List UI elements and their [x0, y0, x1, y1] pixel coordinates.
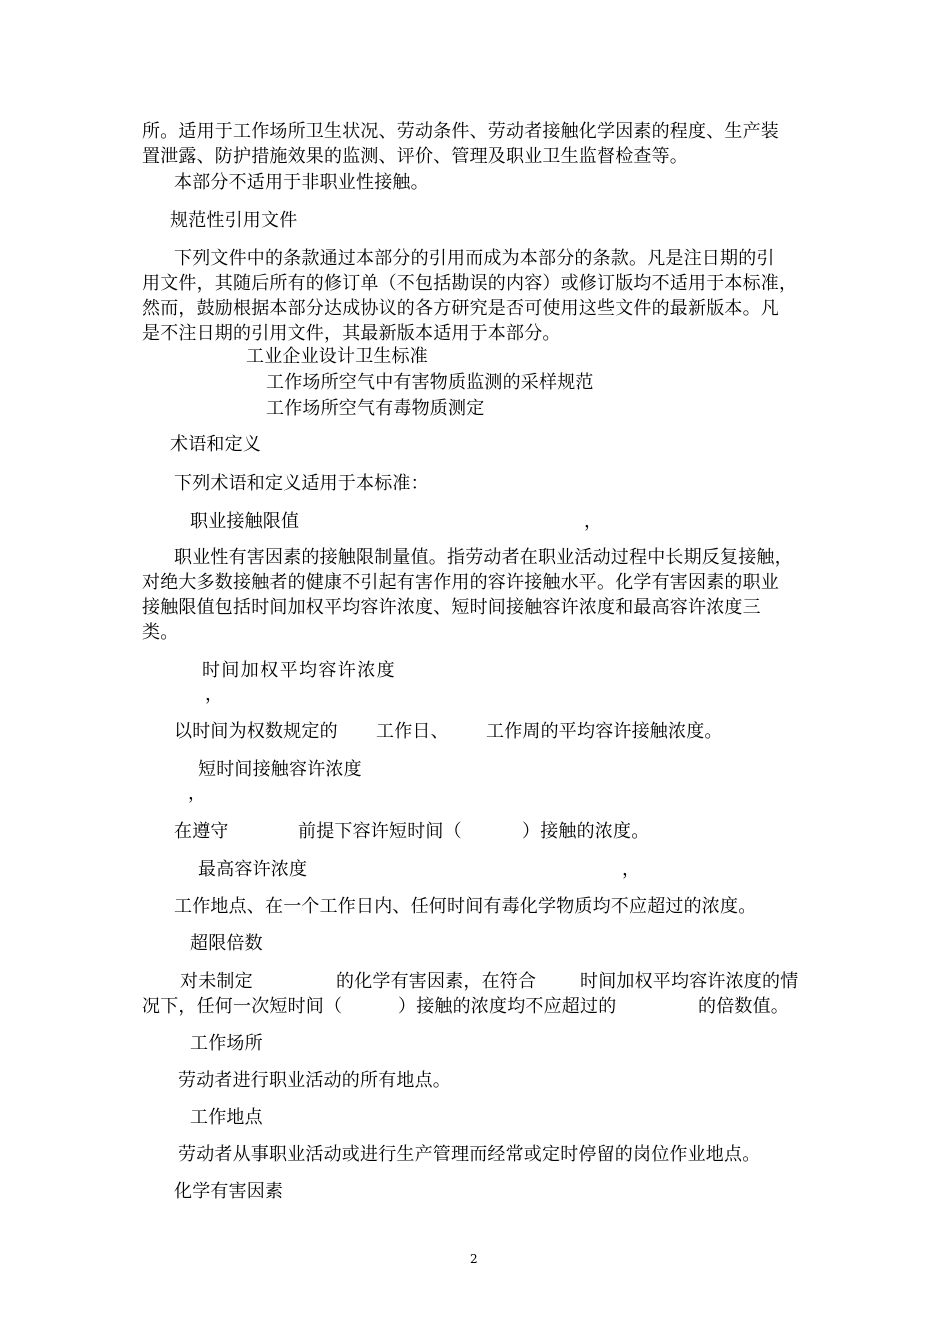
- term-comma: ，: [622, 859, 641, 880]
- text-line: 接触限值包括时间加权平均容许浓度、短时间接触容许浓度和最高容许浓度三: [142, 597, 761, 618]
- term-heading: 时间加权平均容许浓度: [202, 660, 396, 681]
- text-fragment: ）接触的浓度。: [522, 821, 650, 842]
- text-fragment: 的化学有害因素，在符合: [336, 971, 537, 992]
- text-line: 是不注日期的引用文件，其最新版本适用于本部分。: [142, 323, 561, 344]
- text-fragment: 工作周的平均容许接触浓度。: [486, 721, 723, 742]
- reference-item: 工作场所空气中有害物质监测的采样规范: [266, 372, 594, 393]
- term-heading: 工作地点: [190, 1107, 263, 1128]
- text-fragment: 工作日、: [376, 721, 449, 742]
- page-number: 2: [470, 1252, 478, 1266]
- term-heading: 化学有害因素: [174, 1181, 284, 1202]
- text-line: 下列术语和定义适用于本标准：: [174, 473, 429, 494]
- reference-item: 工业企业设计卫生标准: [246, 346, 428, 367]
- section-heading: 术语和定义: [170, 434, 261, 455]
- text-line: 职业性有害因素的接触限制量值。指劳动者在职业活动过程中长期反复接触，: [174, 547, 793, 568]
- text-fragment: 以时间为权数规定的: [174, 721, 338, 742]
- text-fragment: 在遵守: [174, 821, 229, 842]
- text-line: 对绝大多数接触者的健康不引起有害作用的容许接触水平。化学有害因素的职业: [142, 572, 779, 593]
- text-line: 然而，鼓励根据本部分达成协议的各方研究是否可使用这些文件的最新版本。凡: [142, 298, 779, 319]
- term-comma: ，: [188, 783, 207, 804]
- text-line: 类。: [142, 622, 179, 643]
- text-line: 劳动者从事职业活动或进行生产管理而经常或定时停留的岗位作业地点。: [178, 1144, 761, 1165]
- term-heading: 工作场所: [190, 1033, 263, 1054]
- section-heading: 规范性引用文件: [170, 210, 298, 231]
- text-fragment: 对未制定: [180, 971, 253, 992]
- term-heading: 最高容许浓度: [198, 859, 308, 880]
- term-heading: 超限倍数: [190, 933, 263, 954]
- text-fragment: ）接触的浓度均不应超过的: [398, 996, 617, 1017]
- text-fragment: 时间加权平均容许浓度的情: [580, 971, 799, 992]
- term-heading: 职业接触限值: [190, 511, 300, 532]
- text-fragment: 的倍数值。: [698, 996, 789, 1017]
- text-line: 工作地点、在一个工作日内、任何时间有毒化学物质均不应超过的浓度。: [174, 896, 757, 917]
- text-line: 用文件，其随后所有的修订单（不包括勘误的内容）或修订版均不适用于本标准，: [142, 273, 798, 294]
- text-line: 下列文件中的条款通过本部分的引用而成为本部分的条款。凡是注日期的引: [174, 248, 775, 269]
- term-heading: 短时间接触容许浓度: [198, 759, 362, 780]
- reference-item: 工作场所空气有毒物质测定: [266, 398, 485, 419]
- text-line: 劳动者进行职业活动的所有地点。: [178, 1070, 451, 1091]
- text-line: 本部分不适用于非职业性接触。: [174, 172, 429, 193]
- text-fragment: 况下，任何一次短时间（: [142, 996, 343, 1017]
- text-line: 所。适用于工作场所卫生状况、劳动条件、劳动者接触化学因素的程度、生产装: [142, 121, 779, 142]
- term-comma: ，: [584, 511, 603, 532]
- text-fragment: 前提下容许短时间（: [298, 821, 462, 842]
- term-comma: ，: [205, 684, 224, 705]
- text-line: 置泄露、防护措施效果的监测、评价、管理及职业卫生监督检查等。: [142, 146, 688, 167]
